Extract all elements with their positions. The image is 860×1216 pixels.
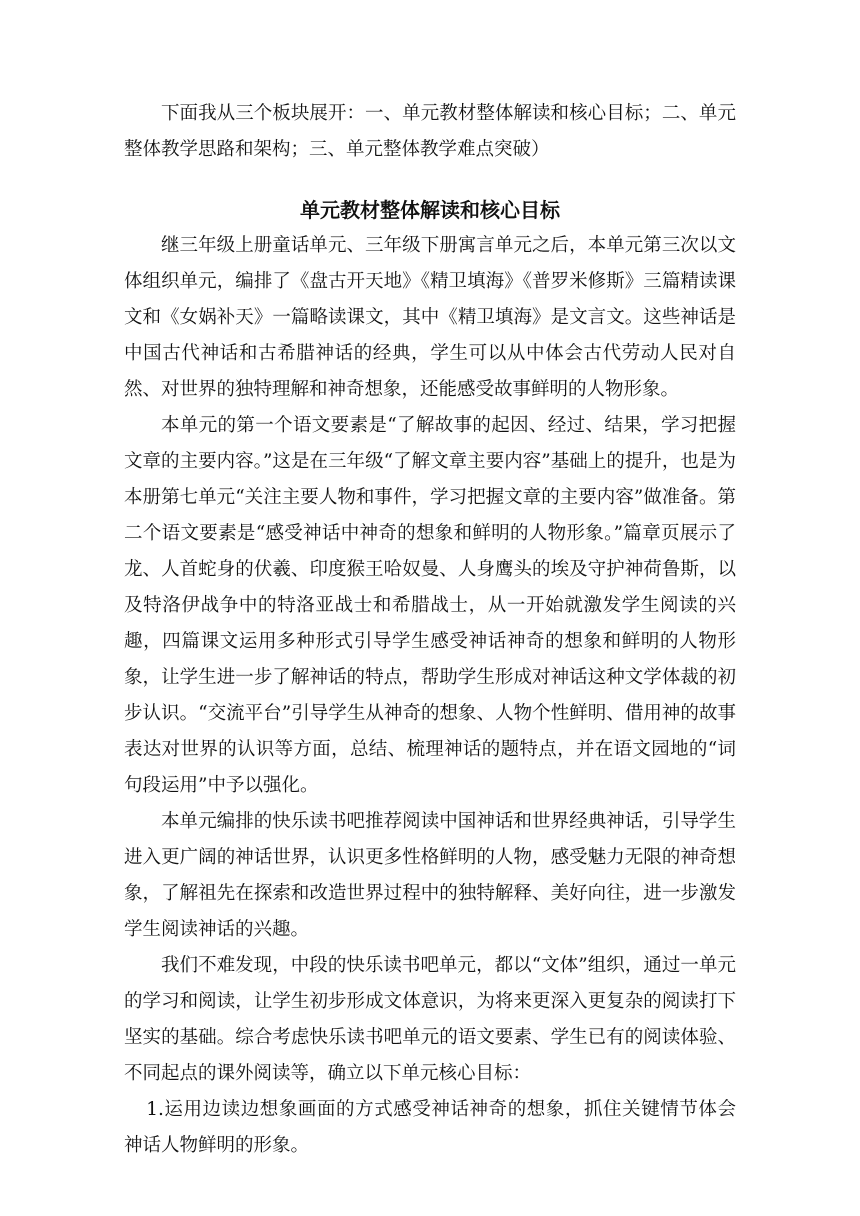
list-item-number: 1. [146, 1099, 164, 1120]
intro-paragraph: 下面我从三个板块展开：一、单元教材整体解读和核心目标；二、单元整体教学思路和架构；三、单元整体教学难点突破） [124, 103, 736, 160]
document-page [124, 96, 736, 1164]
section-title: 单元教材整体解读和核心目标 [300, 198, 560, 222]
body-paragraph-4: 我们不难发现，中段的快乐读书吧单元，都以“文体”组织，通过一单元的学习和阅读，让学生初步形成文体意识，为将来更深入更复杂的阅读打下坚实的基础。综合考虑快乐读书吧单元的语文要素、学生已有的阅读体验、不同起点的课外阅读等，确立以下单元核心目标： [124, 955, 736, 1084]
body-paragraph-1: 继三年级上册童话单元、三年级下册寓言单元之后，本单元第三次以文体组织单元，编排了《盘古开天地》《精卫填海》《普罗米修斯》三篇精读课文和《女娲补天》一篇略读课文，其中《精卫填海》是文言文。这些神话是中国古代神话和古希腊神话的经典，学生可以从中体会古代劳动人民对自然、对世界的独特理解和神奇想象，还能感受故事鲜明的人物形象。 [124, 235, 736, 400]
body-paragraph-2: 本单元的第一个语文要素是“了解故事的起因、经过、结果，学习把握文章的主要内容。”这是在三年级“了解文章主要内容”基础上的提升，也是为本册第七单元“关注主要人物和事件，学习把握文章的主要内容”做准备。第二个语文要素是“感受神话中神奇的想象和鲜明的人物形象。”篇章页展示了龙、人首蛇身的伏羲、印度猴王哈奴曼、人身鹰头的埃及守护神荷鲁斯，以及特洛伊战争中的特洛亚战士和希腊战士，从一开始就激发学生阅读的兴趣，四篇课文运用多种形式引导学生感受神话神奇的想象和鲜明的人物形象，让学生进一步了解神话的特点，帮助学生形成对神话这种文学体裁的初步认识。“交流平台”引导学生从神奇的想象、人物个性鲜明、借用神的故事表达对世界的认识等方面，总结、梳理神话的题特点，并在语文园地的“词句段运用”中予以强化。 [124, 415, 736, 796]
body-paragraph-3: 本单元编排的快乐读书吧推荐阅读中国神话和世界经典神话，引导学生进入更广阔的神话世界，认识更多性格鲜明的人物，感受魅力无限的神奇想象，了解祖先在探索和改造世界过程中的独特解释、美好向往，进一步激发学生阅读神话的兴趣。 [124, 811, 736, 940]
list-item-text: 运用边读边想象画面的方式感受神话神奇的想象，抓住关键情节体会神话人物鲜明的形象。 [124, 1099, 736, 1156]
list-item-1 [124, 1092, 736, 1164]
